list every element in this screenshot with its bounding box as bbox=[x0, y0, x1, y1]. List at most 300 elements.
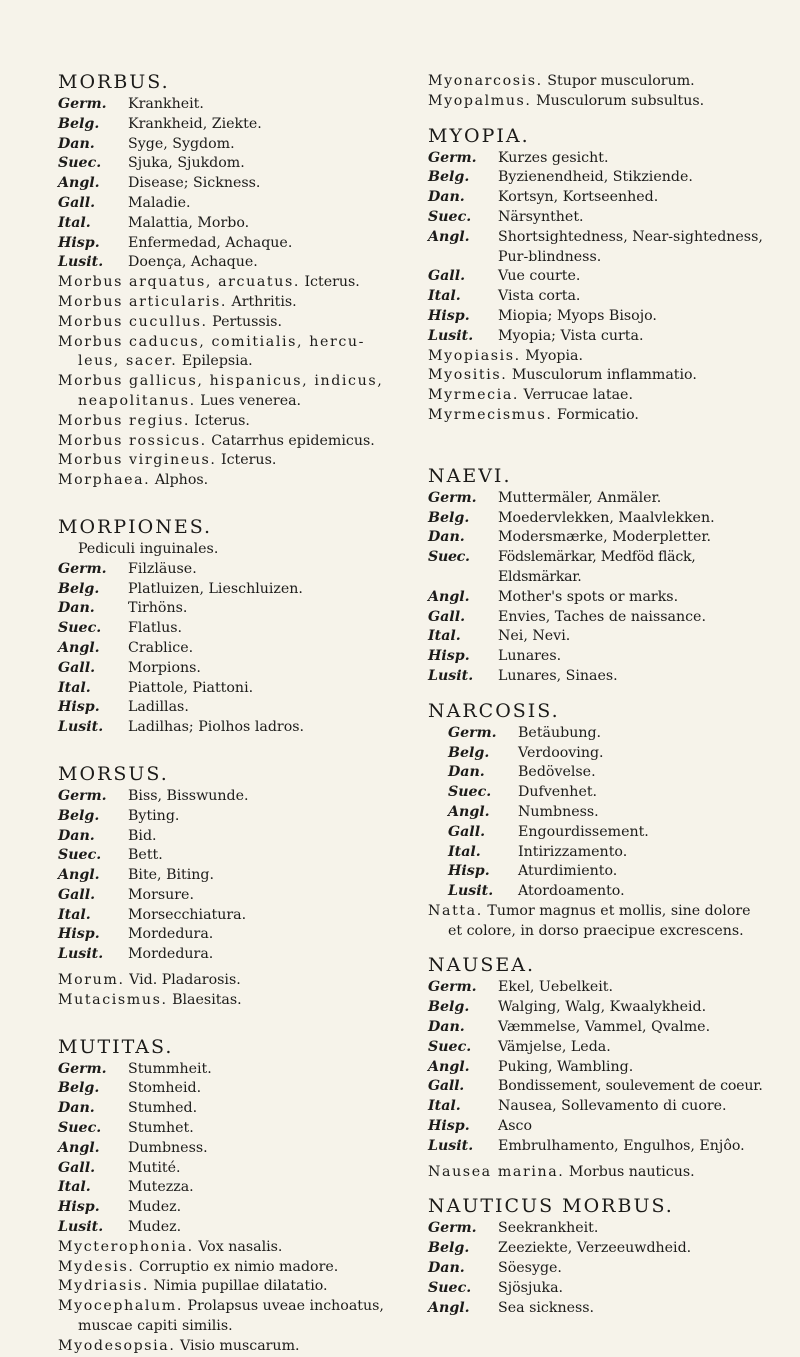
language-label: Suec. bbox=[428, 208, 472, 225]
heading-morpiones: MORPIONES. bbox=[58, 515, 213, 538]
entry bbox=[428, 287, 780, 307]
term: Mydriasis. bbox=[58, 1278, 150, 1295]
subterm-line bbox=[58, 273, 420, 293]
entry bbox=[428, 1219, 780, 1239]
language-label: Angl. bbox=[58, 175, 100, 192]
language-label: Suec. bbox=[58, 155, 102, 172]
entry bbox=[58, 1218, 420, 1238]
translation: Födslemärkar, Medföd fläck, Eldsmärkar. bbox=[498, 549, 696, 585]
language-label: Dan. bbox=[58, 600, 95, 617]
subterm-line bbox=[428, 922, 780, 942]
entry bbox=[58, 906, 420, 926]
left-column bbox=[58, 72, 420, 1357]
entry bbox=[58, 1139, 420, 1159]
language-label: Gall. bbox=[428, 608, 466, 625]
translation: Mutité. bbox=[128, 1159, 181, 1176]
entry bbox=[428, 1038, 780, 1058]
term: leus, sacer. bbox=[78, 353, 178, 370]
subterm-line bbox=[58, 451, 420, 471]
nauticus-translations bbox=[428, 1219, 780, 1318]
language-label: Belg. bbox=[428, 1240, 470, 1257]
translation: Sea sickness. bbox=[498, 1299, 595, 1316]
entry bbox=[428, 548, 780, 588]
language-label: Dan. bbox=[448, 764, 485, 781]
entry bbox=[58, 807, 420, 827]
definition: Musculorum subsultus. bbox=[536, 92, 705, 109]
translation: Lunares. bbox=[498, 648, 562, 665]
entry bbox=[58, 1198, 420, 1218]
entry bbox=[58, 253, 420, 273]
language-label: Gall. bbox=[58, 886, 96, 903]
subterm-line bbox=[58, 1337, 420, 1357]
entry bbox=[428, 783, 780, 803]
term: Myodesopsia. bbox=[58, 1337, 176, 1354]
definition: Prolapsus uveae inchoatus, bbox=[187, 1298, 384, 1315]
term: Morbus gallicus, hispanicus, indicus, bbox=[58, 373, 384, 390]
entry bbox=[58, 194, 420, 214]
morsus-translations bbox=[58, 787, 420, 965]
language-label: Hisp. bbox=[58, 1199, 100, 1216]
definition: Arthritis. bbox=[231, 293, 297, 310]
entry bbox=[428, 1137, 780, 1157]
language-label: Germ. bbox=[428, 1220, 477, 1237]
language-label: Suec. bbox=[58, 620, 102, 637]
subterm-line bbox=[58, 293, 420, 313]
entry bbox=[58, 1079, 420, 1099]
language-label: Angl. bbox=[428, 1299, 470, 1316]
entry bbox=[428, 724, 780, 744]
language-label: Angl. bbox=[428, 1058, 470, 1075]
heading-nauticus-morbus: NAUTICUS MORBUS. bbox=[428, 1195, 674, 1218]
translation: Bite, Biting. bbox=[128, 867, 215, 884]
narcosis-subterms bbox=[428, 902, 780, 942]
language-label: Ital. bbox=[58, 214, 91, 231]
entry bbox=[428, 1117, 780, 1137]
definition: Lues venerea. bbox=[200, 392, 302, 409]
definition: Formicatio. bbox=[557, 406, 639, 423]
translation: Crablice. bbox=[128, 639, 194, 656]
term: neapolitanus. bbox=[78, 392, 196, 409]
translation: Stomheid. bbox=[128, 1080, 202, 1097]
translation: Nausea, Sollevamento di cuore. bbox=[498, 1098, 727, 1115]
subterm-line bbox=[428, 366, 780, 386]
heading-nausea: NAUSEA. bbox=[428, 954, 536, 977]
translation: Krankheit. bbox=[128, 96, 204, 112]
language-label: Ital. bbox=[58, 679, 91, 696]
language-label: Gall. bbox=[58, 1159, 96, 1176]
language-label: Hisp. bbox=[428, 307, 470, 324]
definition: Morbus nauticus. bbox=[568, 1163, 695, 1180]
subterm-line bbox=[58, 313, 420, 333]
language-label: Gall. bbox=[58, 194, 96, 211]
definition: muscae capiti similis. bbox=[78, 1318, 233, 1335]
language-label: Dan. bbox=[428, 1260, 465, 1277]
language-label: Dan. bbox=[428, 189, 465, 206]
entry bbox=[428, 744, 780, 764]
language-label: Hisp. bbox=[428, 648, 470, 665]
nausea-translations bbox=[428, 978, 780, 1156]
term: Morbus articularis. bbox=[58, 293, 227, 310]
language-label: Lusit. bbox=[58, 719, 104, 736]
language-label: Lusit. bbox=[428, 667, 474, 684]
entry bbox=[58, 787, 420, 807]
language-label: Ital. bbox=[428, 288, 461, 305]
entry bbox=[428, 327, 780, 347]
term: Myopiasis. bbox=[428, 347, 521, 364]
language-label: Gall. bbox=[428, 1078, 465, 1095]
mutitas-subterms bbox=[58, 1238, 420, 1357]
entry bbox=[428, 1058, 780, 1078]
entry bbox=[58, 1060, 420, 1080]
entry bbox=[58, 174, 420, 194]
morbus-translations bbox=[58, 95, 420, 273]
translation: Stumhet. bbox=[128, 1120, 194, 1137]
translation: Atordoamento. bbox=[518, 883, 625, 900]
entry bbox=[428, 843, 780, 863]
subterm-line bbox=[58, 333, 420, 353]
subterm-line bbox=[428, 347, 780, 367]
term: Mydesis. bbox=[58, 1258, 135, 1275]
term: Morphaea. bbox=[58, 472, 151, 489]
translation: Morpions. bbox=[128, 659, 201, 676]
entry bbox=[428, 862, 780, 882]
definition: Musculorum inflammatio. bbox=[511, 367, 697, 384]
translation: Flatlus. bbox=[128, 620, 183, 637]
entry bbox=[428, 149, 780, 169]
translation: Malattia, Morbo. bbox=[128, 214, 250, 231]
translation: Enfermedad, Achaque. bbox=[128, 234, 293, 251]
entry bbox=[428, 1018, 780, 1038]
language-label: Dan. bbox=[58, 135, 95, 152]
language-label: Germ. bbox=[448, 724, 497, 741]
entry bbox=[58, 1119, 420, 1139]
language-label: Lusit. bbox=[58, 946, 104, 963]
morsus-subterms bbox=[58, 971, 420, 1011]
entry bbox=[58, 619, 420, 639]
translation: Modersmærke, Moderpletter. bbox=[498, 529, 712, 546]
translation: Krankheid, Ziekte. bbox=[128, 115, 262, 132]
translation: Söesyge. bbox=[498, 1260, 562, 1277]
language-label: Angl. bbox=[428, 228, 470, 245]
entry bbox=[428, 188, 780, 208]
translation: Byting. bbox=[128, 807, 180, 824]
language-label: Germ. bbox=[58, 1060, 107, 1077]
subterm-line bbox=[58, 991, 420, 1011]
entry bbox=[58, 659, 420, 679]
translation: Seekrankheit. bbox=[498, 1220, 599, 1237]
narcosis-translations bbox=[428, 724, 780, 902]
language-label: Angl. bbox=[448, 803, 490, 820]
language-label: Belg. bbox=[58, 807, 100, 824]
term: Myositis. bbox=[428, 367, 508, 384]
heading-naevi: NAEVI. bbox=[428, 464, 512, 487]
translation: Sjuka, Sjukdom. bbox=[128, 155, 245, 172]
translation: Lunares, Sinaes. bbox=[498, 667, 618, 684]
language-label: Germ. bbox=[428, 489, 477, 506]
entry bbox=[428, 1279, 780, 1299]
translation: Dufvenhet. bbox=[518, 784, 598, 801]
definition: Icterus. bbox=[194, 412, 250, 429]
entry bbox=[58, 1099, 420, 1119]
language-label: Hisp. bbox=[428, 1118, 470, 1135]
translation: Vista corta. bbox=[498, 288, 581, 305]
subterm-line bbox=[58, 1238, 420, 1258]
translation: Doença, Achaque. bbox=[128, 254, 258, 271]
definition: Stupor musculorum. bbox=[547, 73, 695, 89]
entry bbox=[428, 763, 780, 783]
entry bbox=[428, 489, 780, 509]
translation: Asco bbox=[498, 1118, 533, 1135]
subterm-line bbox=[428, 406, 780, 426]
language-label: Suec. bbox=[58, 1120, 102, 1137]
morbus-subterms bbox=[58, 273, 420, 491]
translation: Envies, Taches de naissance. bbox=[498, 608, 706, 625]
subterm-line bbox=[428, 72, 780, 92]
term: Morbus arquatus, arcuatus. bbox=[58, 274, 300, 291]
translation: Puking, Wambling. bbox=[498, 1058, 634, 1075]
entry bbox=[58, 1159, 420, 1179]
translation: Vue courte. bbox=[498, 268, 581, 285]
language-label: Suec. bbox=[428, 549, 470, 566]
definition: Catarrhus epidemicus. bbox=[211, 432, 375, 449]
entry bbox=[428, 588, 780, 608]
translation: Närsynthet. bbox=[498, 208, 584, 225]
language-label: Belg. bbox=[448, 744, 490, 761]
translation: Bedövelse. bbox=[518, 764, 596, 781]
entry bbox=[58, 135, 420, 155]
right-column bbox=[428, 72, 780, 1318]
language-label: Suec. bbox=[428, 1279, 472, 1296]
entry bbox=[58, 827, 420, 847]
translation: Disease; Sickness. bbox=[128, 175, 261, 192]
entry bbox=[58, 846, 420, 866]
translation: Dumbness. bbox=[128, 1139, 208, 1156]
term: Morbus regius. bbox=[58, 412, 190, 429]
language-label: Lusit. bbox=[58, 1219, 104, 1236]
subterm-line bbox=[58, 1258, 420, 1278]
term: Myopalmus. bbox=[428, 92, 532, 109]
translation: Muttermäler, Anmäler. bbox=[498, 489, 662, 506]
entry bbox=[428, 1239, 780, 1259]
term: Nausea marina. bbox=[428, 1163, 565, 1180]
term: Myocephalum. bbox=[58, 1298, 183, 1315]
language-label: Lusit. bbox=[58, 254, 104, 271]
entry bbox=[58, 886, 420, 906]
definition: Verrucae latae. bbox=[523, 387, 633, 404]
translation: Mordedura. bbox=[128, 926, 214, 943]
language-label: Germ. bbox=[428, 149, 477, 166]
entry bbox=[428, 823, 780, 843]
language-label: Hisp. bbox=[58, 926, 100, 943]
subterm-line bbox=[428, 386, 780, 406]
definition: Vid. Pladarosis. bbox=[129, 972, 241, 989]
entry bbox=[428, 267, 780, 287]
entry bbox=[428, 1259, 780, 1279]
language-label: Germ. bbox=[58, 787, 107, 804]
translation: Bett. bbox=[128, 847, 163, 864]
term: Morum. bbox=[58, 972, 125, 989]
term: Morbus cucullus. bbox=[58, 313, 208, 330]
translation: Ladilhas; Piolhos ladros. bbox=[128, 719, 305, 736]
language-label: Angl. bbox=[58, 1139, 100, 1156]
translation: Sjösjuka. bbox=[498, 1279, 564, 1296]
translation: Maladie. bbox=[128, 194, 191, 211]
definition: Visio muscarum. bbox=[179, 1337, 300, 1354]
language-label: Germ. bbox=[428, 979, 477, 996]
heading-myopia: MYOPIA. bbox=[428, 124, 530, 147]
entry bbox=[58, 718, 420, 738]
language-label: Gall. bbox=[58, 659, 96, 676]
language-label: Angl. bbox=[58, 867, 100, 884]
language-label: Germ. bbox=[58, 560, 107, 577]
language-label: Dan. bbox=[428, 529, 465, 546]
language-label: Ital. bbox=[428, 1098, 461, 1115]
subterm-line bbox=[58, 392, 420, 412]
translation: Kurzes gesicht. bbox=[498, 149, 609, 166]
language-label: Lusit. bbox=[448, 883, 494, 900]
definition: Nimia pupillae dilatatio. bbox=[153, 1278, 328, 1295]
entry bbox=[58, 95, 420, 115]
entry bbox=[58, 698, 420, 718]
term: Morbus virgineus. bbox=[58, 452, 217, 469]
term: Natta. bbox=[428, 902, 483, 919]
naevi-translations bbox=[428, 489, 780, 687]
subterm-line bbox=[58, 352, 420, 372]
entry bbox=[58, 1178, 420, 1198]
entry bbox=[428, 208, 780, 228]
language-label: Ital. bbox=[58, 906, 91, 923]
language-label: Ital. bbox=[428, 628, 461, 645]
language-label: Dan. bbox=[58, 827, 95, 844]
definition: Corruptio ex nimio madore. bbox=[138, 1258, 339, 1275]
language-label: Dan. bbox=[428, 1019, 465, 1036]
term: Mutacismus. bbox=[58, 991, 168, 1008]
translation: Miopia; Myops Bisojo. bbox=[498, 307, 657, 324]
translation: Mutezza. bbox=[128, 1179, 194, 1196]
definition: Blaesitas. bbox=[172, 991, 242, 1008]
entry bbox=[58, 679, 420, 699]
language-label: Lusit. bbox=[428, 1137, 474, 1154]
translation: Nei, Nevi. bbox=[498, 628, 571, 645]
subterm-line bbox=[58, 1297, 420, 1317]
definition: Epilepsia. bbox=[181, 353, 253, 370]
translation: Morsure. bbox=[128, 886, 194, 903]
language-label: Belg. bbox=[428, 509, 470, 526]
definition: Icterus. bbox=[221, 452, 277, 469]
language-label: Hisp. bbox=[58, 699, 100, 716]
entry bbox=[428, 608, 780, 628]
entry bbox=[428, 528, 780, 548]
entry bbox=[428, 1077, 780, 1097]
language-label: Angl. bbox=[428, 588, 470, 605]
entry bbox=[58, 866, 420, 886]
term: Myonarcosis. bbox=[428, 73, 543, 89]
language-label: Ital. bbox=[58, 1179, 91, 1196]
myopia-subterms bbox=[428, 347, 780, 426]
translation: Byzienendheid, Stikziende. bbox=[498, 169, 693, 186]
language-label: Belg. bbox=[58, 580, 100, 597]
entry bbox=[58, 560, 420, 580]
language-label: Gall. bbox=[448, 823, 486, 840]
top-subterms bbox=[428, 72, 780, 112]
heading-morsus: MORSUS. bbox=[58, 762, 169, 785]
definition: Pertussis. bbox=[212, 313, 282, 330]
entry bbox=[428, 803, 780, 823]
translation: Engourdissement. bbox=[518, 823, 649, 840]
language-label: Ital. bbox=[448, 843, 481, 860]
language-label: Hisp. bbox=[58, 234, 100, 251]
translation: Vämjelse, Leda. bbox=[498, 1038, 611, 1055]
language-label: Suec. bbox=[448, 784, 492, 801]
translation: Ekel, Uebelkeit. bbox=[498, 979, 614, 996]
language-label: Belg. bbox=[58, 1080, 100, 1097]
term: Morbus rossicus. bbox=[58, 432, 207, 449]
language-label: Belg. bbox=[428, 999, 470, 1016]
translation: Intirizzamento. bbox=[518, 843, 628, 860]
language-label: Gall. bbox=[428, 268, 466, 285]
entry bbox=[58, 639, 420, 659]
subterm-line bbox=[58, 971, 420, 991]
heading-mutitas: MUTITAS. bbox=[58, 1035, 174, 1058]
entry bbox=[428, 882, 780, 902]
translation: Stumhed. bbox=[128, 1100, 198, 1117]
translation: Aturdimiento. bbox=[518, 863, 618, 880]
translation: Bondissement, soulevement de coeur. bbox=[498, 1078, 763, 1095]
definition: Icterus. bbox=[304, 274, 360, 291]
entry bbox=[58, 234, 420, 254]
translation: Numbness. bbox=[518, 803, 599, 820]
translation: Piattole, Piattoni. bbox=[128, 679, 254, 696]
translation: Mudez. bbox=[128, 1219, 182, 1236]
translation: Væmmelse, Vammel, Qvalme. bbox=[498, 1019, 711, 1036]
translation: Mudez. bbox=[128, 1199, 182, 1216]
definition: Myopia. bbox=[525, 347, 583, 364]
translation: Embrulhamento, Engulhos, Enjôo. bbox=[498, 1137, 745, 1154]
subterm-line bbox=[428, 92, 780, 112]
definition: Alphos. bbox=[154, 472, 209, 489]
entry bbox=[428, 228, 780, 268]
language-label: Belg. bbox=[428, 169, 470, 186]
translation: Walging, Walg, Kwaalykheid. bbox=[498, 999, 707, 1016]
entry bbox=[428, 978, 780, 998]
morpiones-translations bbox=[58, 560, 420, 738]
heading-morbus: MORBUS. bbox=[58, 71, 170, 93]
entry bbox=[58, 945, 420, 965]
translation: Myopia; Vista curta. bbox=[498, 327, 644, 344]
mutitas-translations bbox=[58, 1060, 420, 1238]
definition: Tumor magnus et mollis, sine dolore bbox=[487, 902, 751, 919]
entry bbox=[58, 580, 420, 600]
translation: Mordedura. bbox=[128, 946, 214, 963]
subterm-line bbox=[428, 1163, 780, 1183]
translation: Biss, Bisswunde. bbox=[128, 787, 249, 804]
translation: Filzläuse. bbox=[128, 560, 197, 577]
definition: Vox nasalis. bbox=[198, 1238, 283, 1255]
entry bbox=[428, 1097, 780, 1117]
term: Myrmecia. bbox=[428, 387, 520, 404]
language-label: Angl. bbox=[58, 639, 100, 656]
term: Mycterophonia. bbox=[58, 1238, 194, 1255]
translation: Zeeziekte, Verzeeuwdheid. bbox=[498, 1240, 692, 1257]
translation: Tirhöns. bbox=[128, 600, 188, 617]
translation: Betäubung. bbox=[518, 724, 602, 741]
translation: Platluizen, Lieschluizen. bbox=[128, 580, 303, 597]
language-label: Lusit. bbox=[428, 327, 474, 344]
subterm-line bbox=[58, 1277, 420, 1297]
translation: Bid. bbox=[128, 827, 157, 844]
heading-narcosis: NARCOSIS. bbox=[428, 699, 560, 722]
translation: Mother's spots or marks. bbox=[498, 588, 679, 605]
